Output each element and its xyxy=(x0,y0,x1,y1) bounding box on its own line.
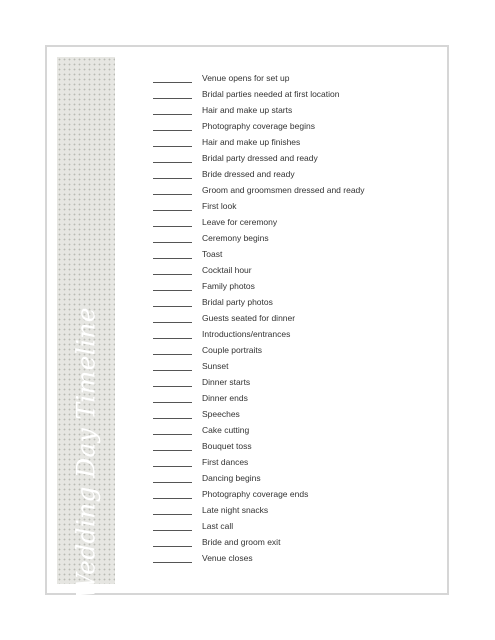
time-blank-line xyxy=(153,297,192,307)
timeline-item xyxy=(153,230,365,246)
timeline-item-label: Toast xyxy=(202,249,223,259)
time-blank-line xyxy=(153,377,192,387)
timeline-item xyxy=(153,214,365,230)
timeline-item-label: Groom and groomsmen dressed and ready xyxy=(202,185,365,195)
timeline-item-label: Photography coverage begins xyxy=(202,121,315,131)
time-blank-line xyxy=(153,345,192,355)
timeline-item-label: Sunset xyxy=(202,361,229,371)
timeline-item-label: Couple portraits xyxy=(202,345,263,355)
timeline-item xyxy=(153,550,365,566)
timeline-item xyxy=(153,342,365,358)
timeline-item-label: Bridal parties needed at first location xyxy=(202,89,340,99)
timeline-item xyxy=(153,118,365,134)
timeline-item-label: Venue opens for set up xyxy=(202,73,290,83)
timeline-item-label: Leave for ceremony xyxy=(202,217,278,227)
time-blank-line xyxy=(153,121,192,131)
time-blank-line xyxy=(153,489,192,499)
time-blank-line xyxy=(153,505,192,515)
timeline-item-label: Last call xyxy=(202,521,234,531)
time-blank-line xyxy=(153,137,192,147)
time-blank-line xyxy=(153,473,192,483)
timeline-item-label: Bride dressed and ready xyxy=(202,169,295,179)
timeline-item xyxy=(153,246,365,262)
timeline-item-label: First look xyxy=(202,201,237,211)
time-blank-line xyxy=(153,265,192,275)
timeline-item xyxy=(153,438,365,454)
timeline-item-label: Dinner ends xyxy=(202,393,248,403)
timeline-item xyxy=(153,166,365,182)
timeline-item xyxy=(153,134,365,150)
time-blank-line xyxy=(153,409,192,419)
timeline-item xyxy=(153,470,365,486)
timeline-item-label: Bouquet toss xyxy=(202,441,252,451)
timeline-item xyxy=(153,310,365,326)
time-blank-line xyxy=(153,313,192,323)
timeline-item xyxy=(153,198,365,214)
time-blank-line xyxy=(153,441,192,451)
time-blank-line xyxy=(153,249,192,259)
time-blank-line xyxy=(153,217,192,227)
time-blank-line xyxy=(153,361,192,371)
timeline-item xyxy=(153,278,365,294)
timeline-item xyxy=(153,150,365,166)
time-blank-line xyxy=(153,553,192,563)
timeline-item-label: Speeches xyxy=(202,409,240,419)
timeline-item-label: Cake cutting xyxy=(202,425,250,435)
time-blank-line xyxy=(153,457,192,467)
timeline-item xyxy=(153,182,365,198)
timeline-item xyxy=(153,390,365,406)
timeline-item xyxy=(153,294,365,310)
timeline-item xyxy=(153,70,365,86)
timeline-item-label: Guests seated for dinner xyxy=(202,313,296,323)
time-blank-line xyxy=(153,153,192,163)
time-blank-line xyxy=(153,537,192,547)
timeline-item xyxy=(153,486,365,502)
timeline-item-label: Cocktail hour xyxy=(202,265,252,275)
time-blank-line xyxy=(153,201,192,211)
timeline-item-label: Photography coverage ends xyxy=(202,489,309,499)
timeline-item-label: Bridal party dressed and ready xyxy=(202,153,318,163)
timeline-item-label: Ceremony begins xyxy=(202,233,269,243)
time-blank-line xyxy=(153,281,192,291)
time-blank-line xyxy=(153,233,192,243)
timeline-item xyxy=(153,326,365,342)
timeline-item xyxy=(153,374,365,390)
timeline-item xyxy=(153,262,365,278)
timeline-item xyxy=(153,406,365,422)
timeline-item xyxy=(153,518,365,534)
time-blank-line xyxy=(153,169,192,179)
timeline-item xyxy=(153,86,365,102)
timeline-item-label: Hair and make up finishes xyxy=(202,137,301,147)
timeline-item xyxy=(153,454,365,470)
timeline-item-label: Venue closes xyxy=(202,553,253,563)
timeline-item xyxy=(153,102,365,118)
timeline-item-label: Dinner starts xyxy=(202,377,251,387)
timeline-item xyxy=(153,358,365,374)
timeline-list xyxy=(153,70,365,566)
time-blank-line xyxy=(153,425,192,435)
timeline-item-label: Bridal party photos xyxy=(202,297,273,307)
timeline-item-label: Dancing begins xyxy=(202,473,261,483)
timeline-item xyxy=(153,422,365,438)
time-blank-line xyxy=(153,73,192,83)
timeline-item-label: Late night snacks xyxy=(202,505,269,515)
time-blank-line xyxy=(153,329,192,339)
timeline-item xyxy=(153,502,365,518)
time-blank-line xyxy=(153,521,192,531)
timeline-item-label: First dances xyxy=(202,457,249,467)
time-blank-line xyxy=(153,393,192,403)
timeline-item-label: Introductions/entrances xyxy=(202,329,291,339)
time-blank-line xyxy=(153,89,192,99)
timeline-item xyxy=(153,534,365,550)
page-title: Wedding Day Timeline xyxy=(71,307,101,599)
timeline-item-label: Family photos xyxy=(202,281,255,291)
timeline-item-label: Hair and make up starts xyxy=(202,105,293,115)
time-blank-line xyxy=(153,185,192,195)
time-blank-line xyxy=(153,105,192,115)
timeline-item-label: Bride and groom exit xyxy=(202,537,281,547)
